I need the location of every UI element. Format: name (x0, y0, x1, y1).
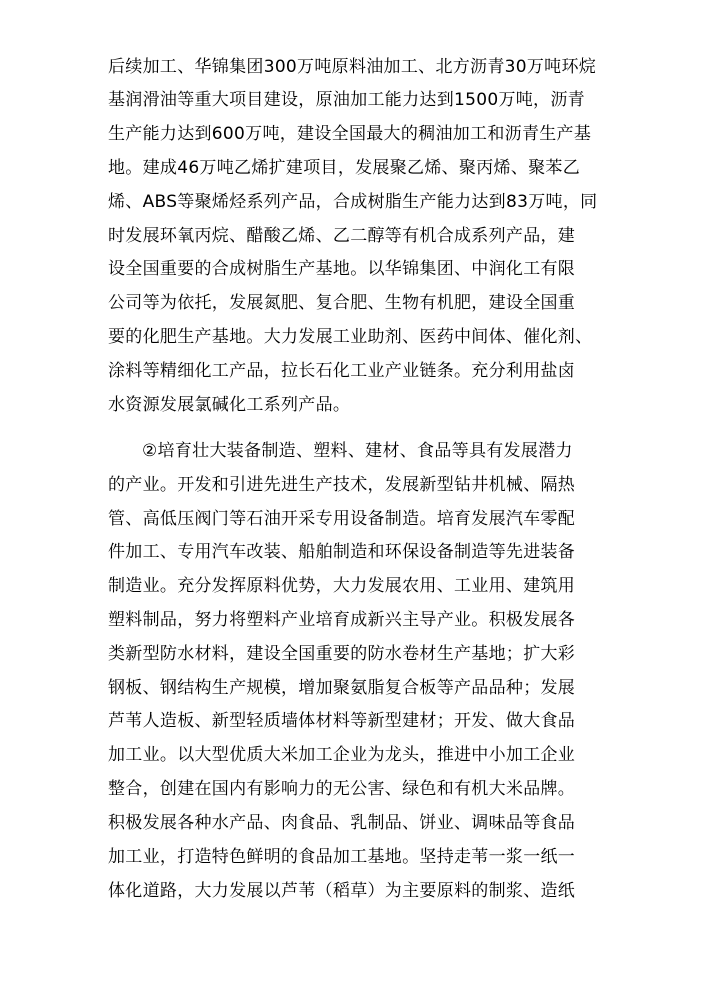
paragraph-line: 芦苇人造板、新型轻质墙体材料等新型建材；开发、做大食品 (108, 711, 576, 731)
paragraph-line: 管、高低压阀门等石油开采专用设备制造。培育发展汽车零配 (108, 509, 576, 529)
paragraph-line: 涂料等精细化工产品，拉长石化工业产业链条。充分利用盐卤 (108, 361, 576, 381)
paragraph-line: 加工业。以大型优质大米加工企业为龙头，推进中小加工企业 (108, 745, 576, 765)
paragraph-line: 地。建成46万吨乙烯扩建项目，发展聚乙烯、聚丙烯、聚苯乙 (108, 158, 581, 178)
paragraph-line: 设全国重要的合成树脂生产基地。以华锦集团、中润化工有限 (108, 259, 576, 279)
paragraph-line: 的产业。开发和引进先进生产技术，发展新型钻井机械、隔热 (108, 475, 576, 495)
paragraph-line: 体化道路，大力发展以芦苇（稻草）为主要原料的制浆、造纸 (108, 881, 576, 901)
paragraph-line: 水资源发展氯碱化工系列产品。 (108, 395, 351, 415)
paragraph-first-line: ②培育壮大装备制造、塑料、建材、食品等具有发展潜力 (142, 441, 573, 461)
paragraph-line: 类新型防水材料，建设全国重要的防水卷材生产基地；扩大彩 (108, 644, 576, 664)
paragraph-line: 加工业，打造特色鲜明的食品加工基地。坚持走苇一浆一纸一 (108, 847, 576, 867)
paragraph-line: 基润滑油等重大项目建设，原油加工能力达到1500万吨，沥青 (108, 90, 585, 110)
paragraph-line: 塑料制品，努力将塑料产业培育成新兴主导产业。积极发展各 (108, 610, 576, 630)
paragraph-line: 积极发展各种水产品、肉食品、乳制品、饼业、调味品等食品 (108, 813, 576, 833)
paragraph-line: 要的化肥生产基地。大力发展工业助剂、医药中间体、催化剂、 (108, 327, 593, 347)
paragraph-line: 件加工、专用汽车改装、船舶制造和环保设备制造等先进装备 (108, 542, 576, 562)
paragraph-line: 整合，创建在国内有影响力的无公害、绿色和有机大米品牌。 (108, 779, 576, 799)
paragraph-line: 生产能力达到600万吨，建设全国最大的稠油加工和沥青生产基 (108, 124, 592, 144)
paragraph-line: 制造业。充分发挥原料优势，大力发展农用、工业用、建筑用 (108, 576, 576, 596)
paragraph-line: 烯、ABS等聚烯烃系列产品，合成树脂生产能力达到83万吨，同 (108, 192, 598, 212)
paragraph-line: 后续加工、华锦集团300万吨原料油加工、北方沥青30万吨环烷 (108, 57, 597, 77)
paragraph-line: 公司等为依托，发展氮肥、复合肥、生物有机肥，建设全国重 (108, 293, 576, 313)
paragraph-line: 时发展环氧丙烷、醋酸乙烯、乙二醇等有机合成系列产品，建 (108, 226, 576, 246)
paragraph-line: 钢板、钢结构生产规模，增加聚氨脂复合板等产品品种；发展 (108, 678, 576, 698)
